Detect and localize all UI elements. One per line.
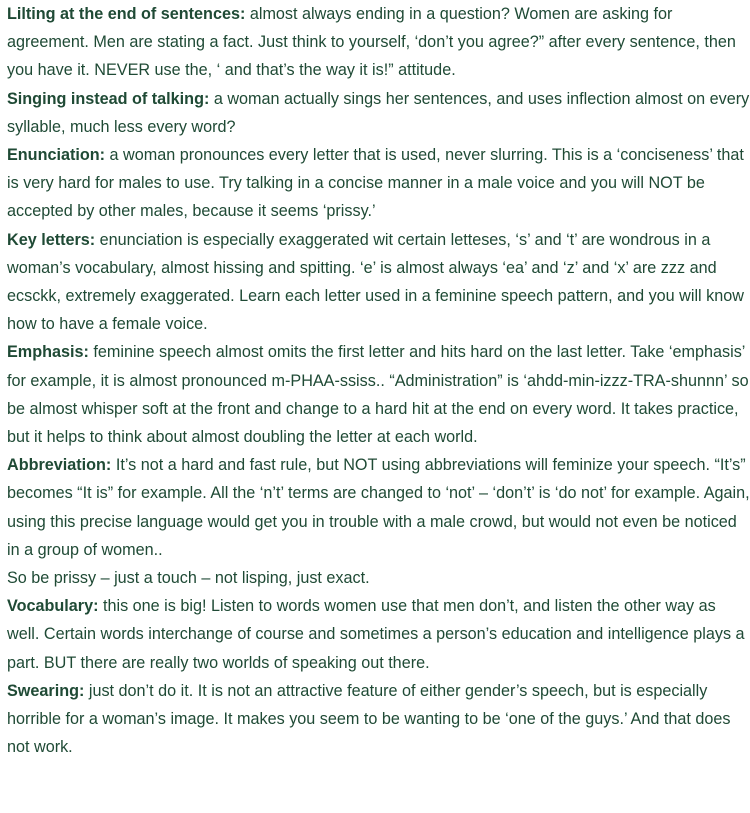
section-term: Abbreviation: [7, 456, 112, 475]
section-term: Emphasis: [7, 343, 89, 362]
section-text: So be prissy – just a touch – not lisping, just exact. [7, 569, 370, 588]
section-prissy-note [7, 564, 750, 592]
section-text: a woman actually sings her sentences, and uses inflection almost on every syllable, much less every word? [7, 89, 750, 136]
section-enunciation [7, 141, 750, 226]
section-term: Vocabulary: [7, 597, 99, 616]
section-term: Key letters: [7, 230, 96, 249]
section-singing [7, 85, 750, 141]
section-emphasis [7, 338, 750, 451]
section-term: Lilting at the end of sentences: [7, 5, 246, 23]
section-term: Singing instead of talking: [7, 89, 210, 108]
section-text: enunciation is especially exaggerated wit certain letteses, ‘s’ and ‘t’ are wondrous in a woman’s vocabulary, almost hissing and spitting. ‘e’ is almost always ‘ea’ and ‘z’ and ‘x’ are zzz and ecsckk, extremely exaggerated. Learn each letter used in a feminine speech pattern, and you will know how to have a female voice. [7, 230, 744, 334]
section-key-letters [7, 226, 750, 339]
section-text: this one is big! Listen to words women use that men don’t, and listen the other way as well. Certain words interchange of course and sometimes a person’s education and intelligence plays a part. BUT there are really two worlds of speaking out there. [7, 597, 745, 672]
section-swearing [7, 677, 750, 762]
section-text: feminine speech almost omits the first letter and hits hard on the last letter. Take ‘emphasis’ for example, it is almost pronounced m-PHAA-ssiss.. “Administration” is ‘ahdd-min-izzz-TRA-shunnn’ so be almost whisper soft at the front and change to a hard hit at the end on every word. It takes practice, but it helps to think about almost doubling the letter at each world. [7, 343, 749, 447]
section-text: almost always ending in a question? Women are asking for agreement. Men are stating a fact. Just think to yourself, ‘don’t you agree?” after every sentence, then you have it. NEVER use the, ‘ and that’s the way it is!” attitude. [7, 5, 736, 80]
section-text: It’s not a hard and fast rule, but NOT using abbreviations will feminize your speech. “It’s” becomes “It is” for example. All the ‘n’t’ terms are changed to ‘not’ – ‘don’t’ is ‘do not’ for example. Again, using this precise language would get you in trouble with a male crowd, but would not even be noticed in a group of women.. [7, 456, 750, 559]
section-term: Swearing: [7, 681, 85, 700]
section-text: a woman pronounces every letter that is used, never slurring. This is a ‘conciseness’ that is very hard for males to use. Try talking in a concise manner in a male voice and you will NOT be accepted by other males, because it seems ‘prissy.’ [7, 146, 744, 221]
section-vocabulary [7, 592, 750, 677]
section-lilting [7, 0, 750, 85]
section-abbreviation [7, 451, 750, 564]
section-term: Enunciation: [7, 146, 106, 165]
section-text: just don’t do it. It is not an attractive feature of either gender’s speech, but is especially horrible for a woman’s image. It makes you seem to be wanting to be ‘one of the guys.’ And that does not work. [7, 681, 731, 757]
